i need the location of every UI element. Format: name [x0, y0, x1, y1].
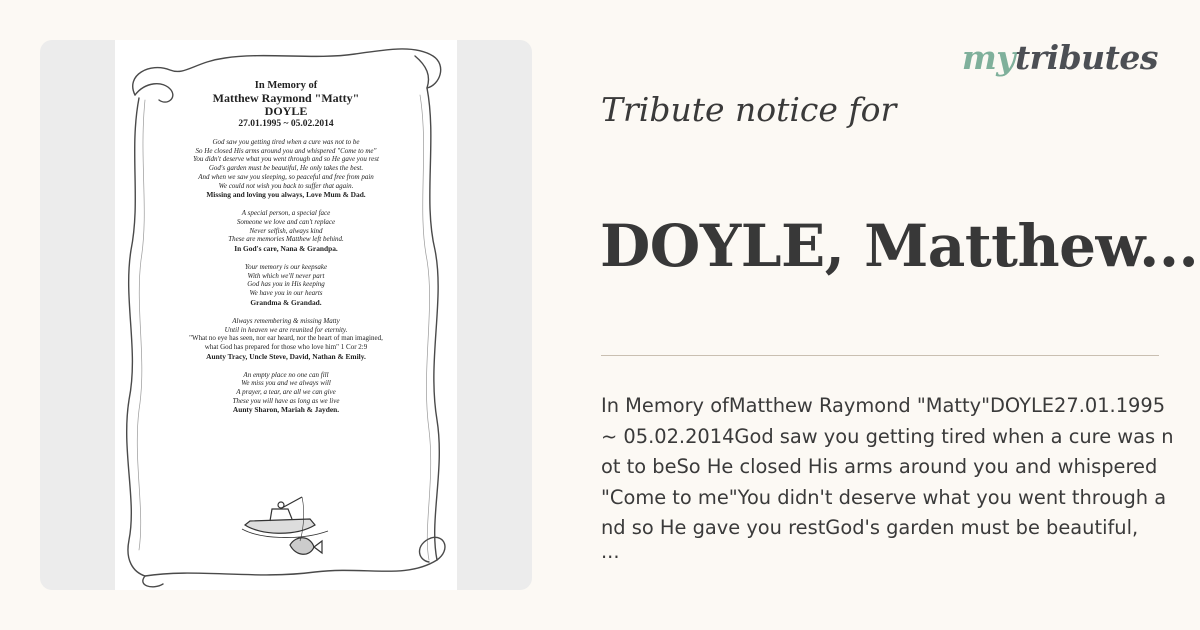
verse-line: An empty place no one can fill: [243, 370, 329, 379]
verse-signature: In God's care, Nana & Grandpa.: [234, 244, 338, 254]
verse-line: These are memories Matthew left behind.: [228, 235, 344, 244]
page-title: DOYLE, Matthew...: [600, 212, 1199, 280]
verse-line: God's garden must be beautiful, He only takes the best.: [208, 164, 364, 173]
verse-line: Someone we love and can't replace: [236, 217, 336, 226]
verse-line: You didn't deserve what you went through and so He gave you rest: [193, 155, 379, 164]
verse-signature: Grandma & Grandad.: [250, 297, 322, 307]
verse-line: God has you in His keeping: [247, 280, 325, 289]
notice-heading: In Memory of: [254, 80, 318, 91]
verse-line: These you will have as long as we live: [232, 396, 340, 405]
verse-line: So He closed His arms around you and whispered "Come to me": [195, 146, 377, 155]
verse-line: We have you in our hearts: [249, 289, 323, 298]
verse-line: We could not wish you back to suffer that again.: [218, 181, 354, 190]
notice-surname: DOYLE: [264, 104, 308, 118]
verse-line: A special person, a special face: [241, 209, 331, 218]
notice-dates: 27.01.1995 ~ 05.02.2014: [238, 119, 334, 129]
notice-image-card[interactable]: [40, 40, 532, 590]
verse-signature: Missing and loving you always, Love Mum & Dad.: [206, 190, 366, 200]
tribute-excerpt: In Memory ofMatthew Raymond "Matty"DOYLE27.01.1995 ~ 05.02.2014God saw you getting tired when a cure was not to beSo He closed His arms around you and whispered "Come to me"You didn't deserve what you went through and so He gave you restGod's garden must be beautiful,: [601, 394, 1174, 539]
verse-line: Your memory is our keepsake: [244, 263, 328, 272]
verse-line: We miss you and we always will: [241, 379, 331, 388]
verse-line: With which we'll never part: [247, 271, 325, 280]
verse-line: Never selfish, always kind: [249, 226, 323, 235]
verse-block: [155, 317, 417, 362]
verse-line: God saw you getting tired when a cure was not to be: [212, 138, 360, 146]
verse-block: [155, 371, 417, 416]
verse-line: Always remembering & missing Matty: [232, 316, 340, 325]
page-subtitle: Tribute notice for: [601, 90, 897, 129]
verse-line: And when we saw you sleeping, so peaceful and free from pain: [198, 172, 374, 181]
notice-image: [115, 40, 457, 590]
verse-line: Until in heaven we are reunited for eternity.: [224, 325, 348, 334]
logo-part-my: my: [961, 38, 1015, 77]
verse-signature: Aunty Tracy, Uncle Steve, David, Nathan & Emily.: [206, 351, 366, 361]
notice-text: [155, 80, 417, 424]
excerpt-ellipsis: ...: [601, 540, 620, 563]
verse-block: [155, 209, 417, 254]
verse-line: A prayer, a tear, are all we can give: [236, 388, 336, 397]
verse-signature: Aunty Sharon, Mariah & Jayden.: [232, 405, 340, 415]
logo-part-tributes: tributes: [1014, 38, 1158, 77]
fishing-boat-icon: [240, 495, 335, 565]
mytributes-logo[interactable]: [962, 38, 1158, 77]
verse-quote-line: what God has prepared for those who love him" 1 Cor 2:9: [204, 342, 368, 351]
verse-block: [155, 138, 417, 200]
verse-block: [155, 263, 417, 308]
notice-name: Matthew Raymond "Matty": [212, 91, 360, 105]
divider: [601, 355, 1159, 356]
verse-quote-line: "What no eye has seen, nor ear heard, nor the heart of man imagined,: [189, 334, 383, 343]
